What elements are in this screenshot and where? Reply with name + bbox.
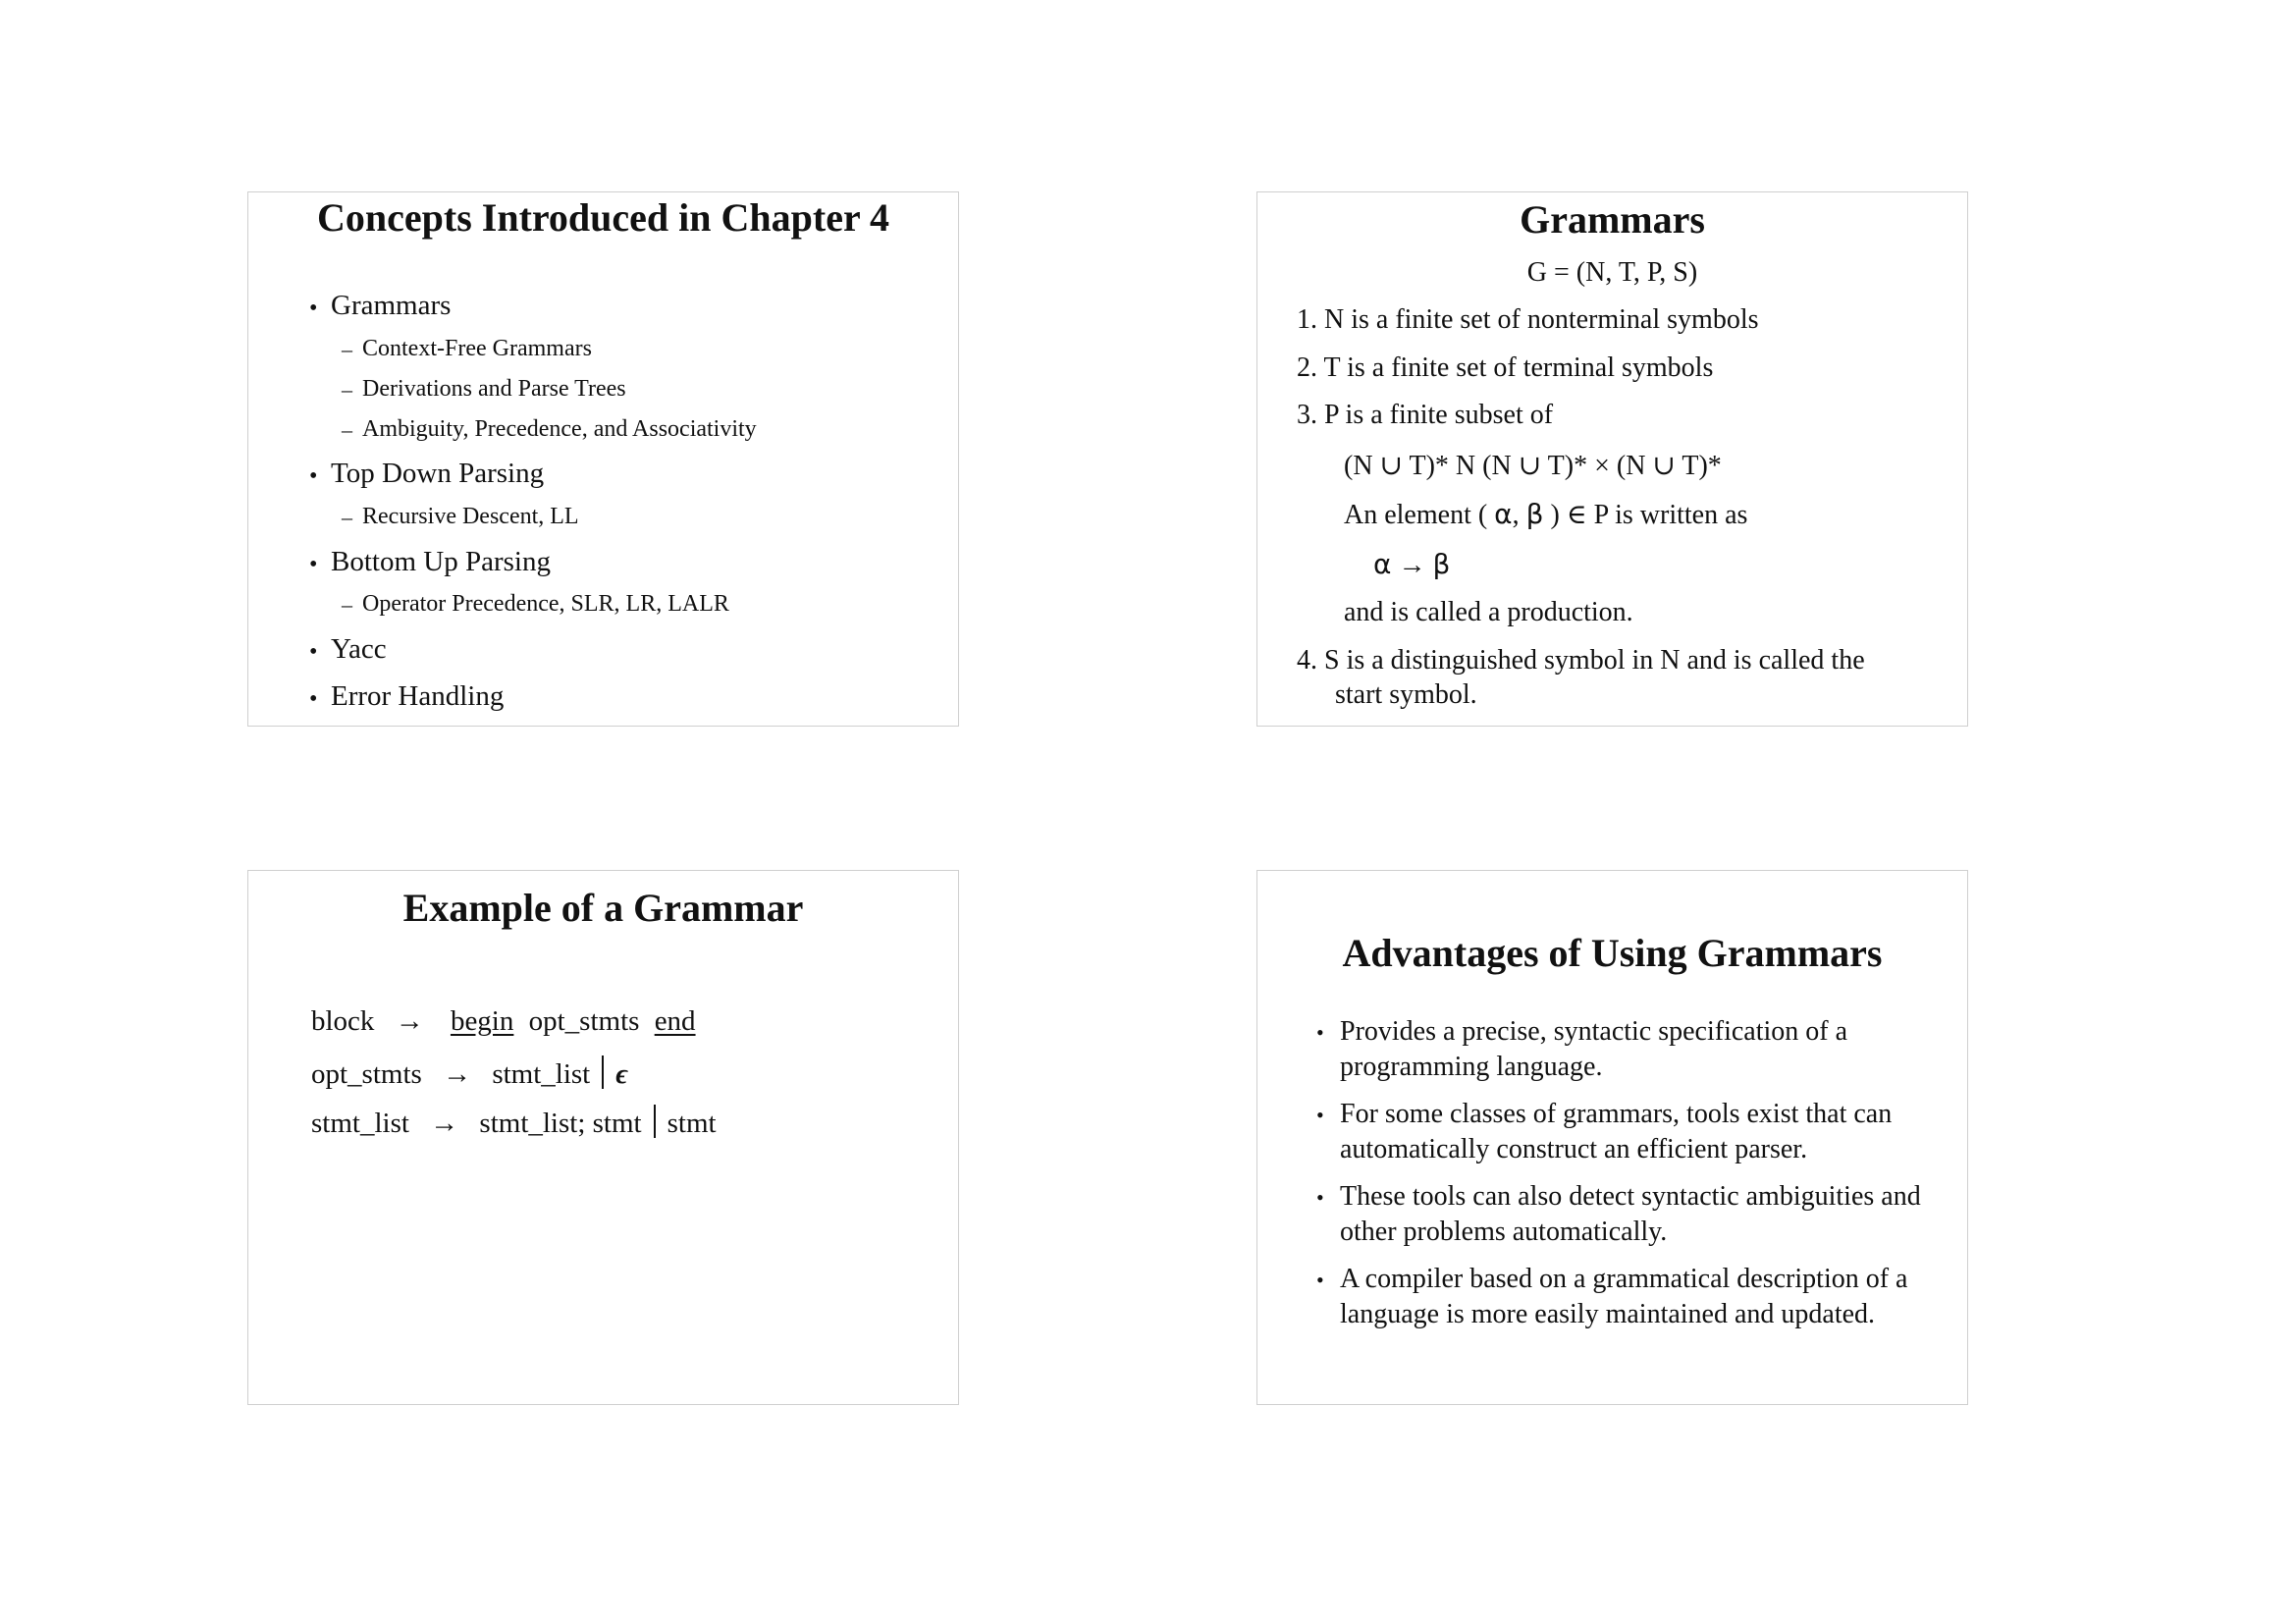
bullet-icon: • [309, 552, 318, 577]
slide-advantages [1256, 870, 1968, 1405]
slide-grammars [1256, 191, 1968, 727]
slide-title: Advantages of Using Grammars [1342, 931, 1883, 975]
bullet-icon: • [309, 639, 318, 665]
subbullet-ambiguity: Ambiguity, Precedence, and Associativity [362, 416, 757, 442]
bullet-bottom-up: Bottom Up Parsing [331, 546, 551, 577]
bullet-icon: • [309, 463, 318, 489]
arrow-icon: → [443, 1058, 472, 1090]
element-suffix: ) ∈ P is written as [1550, 500, 1748, 530]
element-line [1344, 498, 1747, 531]
bullet-top-down: Top Down Parsing [331, 458, 545, 489]
bullet-icon: • [309, 686, 318, 712]
slide-title: Grammars [1520, 197, 1705, 242]
beta-symbol: β [1525, 498, 1544, 530]
arrow-icon: → [430, 1108, 459, 1139]
rule-lhs: stmt_list [311, 1108, 409, 1139]
definition-item-4-cont: start symbol. [1335, 679, 1477, 710]
slide-concepts [247, 191, 959, 727]
slide-title: Concepts Introduced in Chapter 4 [316, 195, 890, 240]
rule-rhs: stmt_list; stmt [479, 1108, 642, 1139]
rule-rhs: stmt_list [492, 1058, 591, 1090]
subbullet-recursive: Recursive Descent, LL [362, 504, 579, 529]
bullet-icon: • [1316, 1268, 1324, 1292]
element-prefix: An element ( [1344, 500, 1488, 530]
production-caption: and is called a production. [1344, 597, 1633, 627]
arrow-icon: → [395, 1005, 424, 1037]
rule-alternative: stmt [667, 1108, 717, 1139]
bullet-error-handling: Error Handling [331, 680, 505, 712]
alpha-symbol: α [1494, 498, 1513, 530]
rule-lhs: block [311, 1005, 375, 1037]
bullet-icon: • [1316, 1103, 1324, 1127]
definition-item-4: 4. S is a distinguished symbol in N and is called the [1297, 645, 1865, 676]
advantage-item: These tools can also detect syntactic ambiguities and other problems automatically. [1340, 1181, 1921, 1247]
dash-icon: – [342, 417, 352, 442]
bullet-icon: • [1316, 1185, 1324, 1210]
grammar-rule-stmt-list [311, 1105, 717, 1140]
dash-icon: – [342, 592, 352, 617]
rule-lhs: opt_stmts [311, 1058, 422, 1090]
beta-symbol: β [1432, 548, 1451, 580]
keyword-begin: begin [450, 1005, 514, 1037]
dash-icon: – [342, 505, 352, 529]
definition-item-3: 3. P is a finite subset of [1297, 400, 1554, 430]
dash-icon: – [342, 377, 352, 402]
comma: , [1512, 500, 1520, 530]
keyword-end: end [654, 1005, 696, 1037]
arrow-icon: → [1398, 550, 1426, 580]
grammar-tuple: G = (N, T, P, S) [1526, 257, 1698, 288]
subbullet-derivations: Derivations and Parse Trees [362, 376, 626, 402]
alternation-bar [654, 1105, 656, 1138]
slide-grammar-example [247, 870, 959, 1405]
definition-item-2: 2. T is a finite set of terminal symbols [1297, 352, 1714, 383]
bullet-icon: • [1316, 1020, 1324, 1045]
advantage-item: For some classes of grammars, tools exist that can automatically construct an efficient parser. [1340, 1099, 1893, 1164]
subbullet-cfg: Context-Free Grammars [362, 336, 592, 361]
epsilon-symbol: ϵ [615, 1058, 628, 1090]
dash-icon: – [342, 337, 352, 361]
bullet-grammars: Grammars [331, 290, 452, 321]
grammar-rule-block [311, 1005, 696, 1038]
alpha-symbol: α [1373, 548, 1392, 580]
production-form [1373, 548, 1450, 581]
grammar-rule-opt-stmts [311, 1055, 628, 1091]
slide-title: Example of a Grammar [402, 886, 804, 930]
advantage-item: Provides a precise, syntactic specification of a programming language. [1340, 1016, 1848, 1082]
definition-item-1: 1. N is a finite set of nonterminal symbols [1297, 304, 1759, 335]
production-domain: (N ∪ T)* N (N ∪ T)* × (N ∪ T)* [1344, 451, 1722, 481]
bullet-icon: • [309, 296, 318, 321]
rule-nonterminal: opt_stmts [528, 1005, 640, 1037]
subbullet-operator: Operator Precedence, SLR, LR, LALR [362, 591, 729, 617]
alternation-bar [602, 1055, 604, 1089]
advantage-item: A compiler based on a grammatical description of a language is more easily maintained and updated. [1340, 1264, 1908, 1329]
bullet-yacc: Yacc [331, 633, 387, 665]
